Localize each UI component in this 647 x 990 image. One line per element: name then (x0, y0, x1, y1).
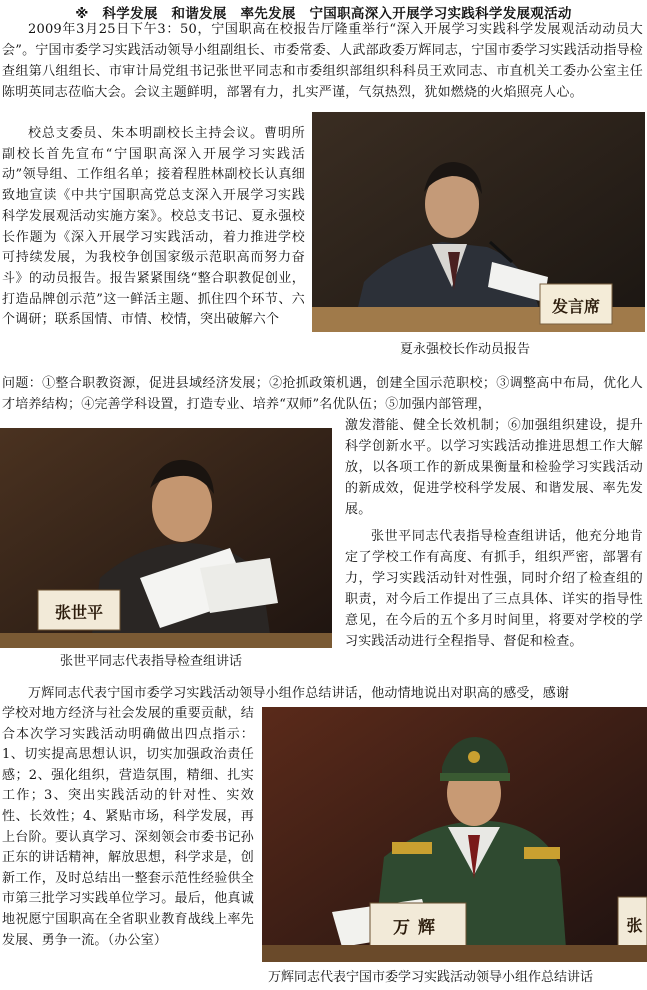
photo-principal-speech (312, 112, 645, 332)
paragraph-4b: 学校对地方经济与社会发展的重要贡献，结合本次学习实践活动明确做出四点指示：1、切实提高思想认识，切实加强政治责任感；2、强化组织，营造氛围，精细、扎实工作；3、突出实践活动的针对性、实效性、长效性；4、紧贴市场，科学发展，再上台阶。要认真学习、深刻领会市委书记孙正东的讲话精神，解放思想，科学求是，创新工作，及时总结出一整套示范性经验供全市第三批学习实践单位学习。最后，他真诚地祝愿宁国职高在全省职业教育战线上率先发展、勇争一流。（办公室） (2, 706, 254, 948)
paragraph-3: 张世平同志代表指导检查组讲话，他充分地肯定了学校工作有高度、有抓手，组织严密，部署有力，学习实践活动针对性强，同时介绍了检查组的职责，对今后工作提出了三点具体、详实的指导性意见，在今后的五个多月时间里，将要对学校的学习实践活动进行全程指导、督促和检查。 (345, 529, 643, 649)
nameplate-wanhui: 万辉 (393, 918, 443, 938)
page-title: ※ 科学发展 和谐发展 率先发展 宁国职高深入开展学习实践科学发展观活动 (75, 6, 572, 22)
nameplate-zhang: 张世平 (54, 603, 103, 622)
photo-caption-wanhui: 万辉同志代表宁国市委学习实践活动领导小组作总结讲话 (268, 970, 594, 985)
paragraph-2a: 校总支委员、朱本明副校长主持会议。曹明所副校长首先宣布“宁国职高深入开展学习实践活动”领导组、工作组名单；接着程胜林副校长认真细致地宣读《中共宁国职高党总支深入开展学习实践科学发展观活动实施方案》。校总支书记、夏永强校长作题为《深入开展学习实践活动，着力推进学校可持续发展，为我校争创国家级示范职高而努力奋斗》的动员报告。报告紧紧围绕“整合职教促创业，打造品牌创示范”这一鲜活主题、抓住四个环节、六个调研；联系国情、市情、校情，突出破解六个 (2, 126, 305, 328)
paragraph-2c: 激发潜能、健全长效机制；⑥加强组织建设，提升科学创新水平。以学习实践活动推进思想工作大解放，以各项工作的新成果衡量和检验学习实践活动的新成效，促进学校科学发展、和谐发展、率先发展。 (345, 418, 643, 517)
photo-caption-principal: 夏永强校长作动员报告 (400, 342, 531, 357)
paragraph-2b: 问题：①整合职教资源，促进县域经济发展；②抢抓政策机遇，创建全国示范职校；③调整高中布局，优化人才培养结构；④完善学科设置，打造专业、培养“双师”名优队伍；⑤加强内部管理， (2, 376, 643, 412)
paragraph-1: 2009年3月25日下午3：50，宁国职高在校报告厅隆重举行“深入开展学习实践科学发展观活动动员大会”。宁国市委学习实践活动领导小组副组长、市委常委、人武部政委万辉同志，宁国市委学习实践活动指导检查组第八组组长、市审计局党组书记张世平同志和市委组织部组织科科员王欢同志、市直机关工委办公室主任陈明英同志莅临大会。会议主题鲜明，部署有力，扎实严谨，气氛热烈，犹如燃烧的火焰照亮人心。 (2, 22, 643, 100)
photo-inspector-speech (0, 428, 332, 648)
nameplate-partial: 张 (626, 916, 643, 935)
paragraph-4a: 万辉同志代表宁国市委学习实践活动领导小组作总结讲话，他动情地说出对职高的感受，感谢 (28, 686, 570, 701)
podium-sign: 发言席 (551, 297, 600, 316)
photo-wanhui-speech (262, 707, 647, 962)
photo-caption-inspector: 张世平同志代表指导检查组讲话 (60, 654, 243, 669)
